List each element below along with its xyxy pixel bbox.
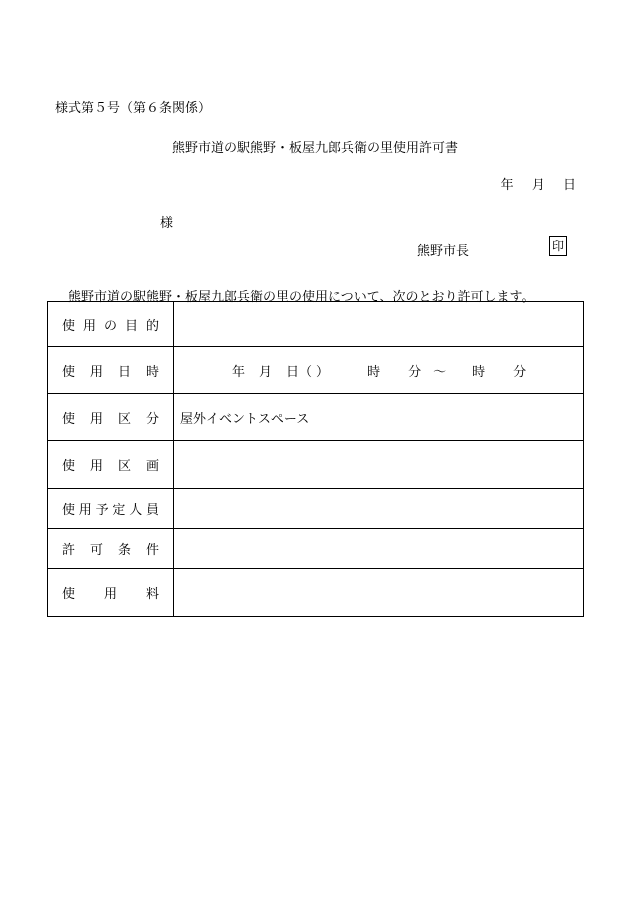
row-label-fee: [48, 569, 174, 617]
label-char: 用: [82, 318, 96, 334]
value-section: [174, 441, 584, 489]
value-category: 屋外イベントスペース: [174, 394, 584, 441]
label-char: 日: [117, 364, 131, 380]
label-char: 使: [62, 503, 76, 518]
row-label-text: [48, 499, 173, 518]
label-char: 予: [95, 503, 109, 518]
date-year: 年: [500, 178, 514, 193]
label-char: 許: [62, 543, 76, 558]
label-char: 使: [62, 318, 76, 334]
label-char: 的: [145, 318, 159, 334]
seal-mark: 印: [549, 236, 567, 256]
document-title: 熊野市道の駅熊野・板屋九郎兵衛の里使用許可書: [171, 141, 458, 156]
issuer-name: 熊野市長: [417, 244, 470, 259]
row-label-category: [48, 394, 174, 441]
label-char: 条: [117, 543, 131, 558]
date-day: 日: [562, 178, 576, 193]
label-char: 時: [145, 364, 159, 380]
row-label-purpose: [48, 302, 174, 347]
label-char: 区: [117, 411, 131, 427]
dt-hour-start: 時: [367, 364, 381, 380]
row-label-text: [48, 455, 173, 474]
label-char: 件: [145, 543, 159, 558]
value-fee: [174, 569, 584, 617]
label-char: 料: [145, 587, 159, 602]
label-char: 使: [62, 587, 76, 602]
date-month: 月: [531, 178, 545, 193]
row-label-text: [48, 408, 173, 427]
table-row: [48, 394, 584, 441]
intro-text: 熊野市道の駅熊野・板屋九郎兵衛の里の使用について、次のとおり許可します。: [68, 290, 535, 305]
recipient-honorific: 様: [160, 216, 174, 231]
row-label-section: [48, 441, 174, 489]
label-char: 用: [103, 587, 117, 602]
table-row: [48, 489, 584, 529]
row-label-conditions: [48, 529, 174, 569]
value-datetime: [174, 347, 584, 394]
table-row: [48, 529, 584, 569]
dt-tilde: ～: [433, 364, 447, 380]
row-label-datetime: [48, 347, 174, 394]
table-row: [48, 441, 584, 489]
dt-year: 年: [232, 364, 246, 380]
dt-hour-end: 時: [472, 364, 486, 380]
label-char: 人: [129, 503, 143, 518]
issue-date: [487, 174, 576, 193]
value-attendees: [174, 489, 584, 529]
dt-minute-end: 分: [513, 364, 527, 380]
label-char: 定: [112, 503, 126, 518]
label-char: 使: [62, 364, 76, 380]
label-char: 区: [117, 459, 131, 474]
permit-table: [47, 301, 584, 617]
dt-day-close: ）: [316, 364, 330, 380]
row-label-text: [48, 583, 173, 602]
label-char: 分: [145, 411, 159, 427]
dt-minute-start: 分: [408, 364, 422, 380]
dt-month: 月: [259, 364, 273, 380]
table-row: [48, 569, 584, 617]
label-char: 目: [124, 318, 138, 334]
dt-day-open: 日（: [286, 364, 313, 380]
table-row: [48, 347, 584, 394]
label-char: 用: [89, 364, 103, 380]
label-char: 員: [145, 503, 159, 518]
form-number: 様式第５号（第６条関係）: [55, 101, 212, 116]
value-purpose: [174, 302, 584, 347]
label-char: 用: [78, 503, 92, 518]
row-label-text: [48, 361, 173, 380]
table-row: [48, 302, 584, 347]
label-char: 使: [62, 411, 76, 427]
row-label-text: [48, 315, 173, 334]
label-char: 可: [89, 543, 103, 558]
label-char: 使: [62, 459, 76, 474]
label-char: 用: [89, 459, 103, 474]
label-char: の: [103, 318, 117, 334]
row-label-attendees: [48, 489, 174, 529]
value-conditions: [174, 529, 584, 569]
row-label-text: [48, 539, 173, 558]
label-char: 用: [89, 411, 103, 427]
label-char: 画: [145, 459, 159, 474]
